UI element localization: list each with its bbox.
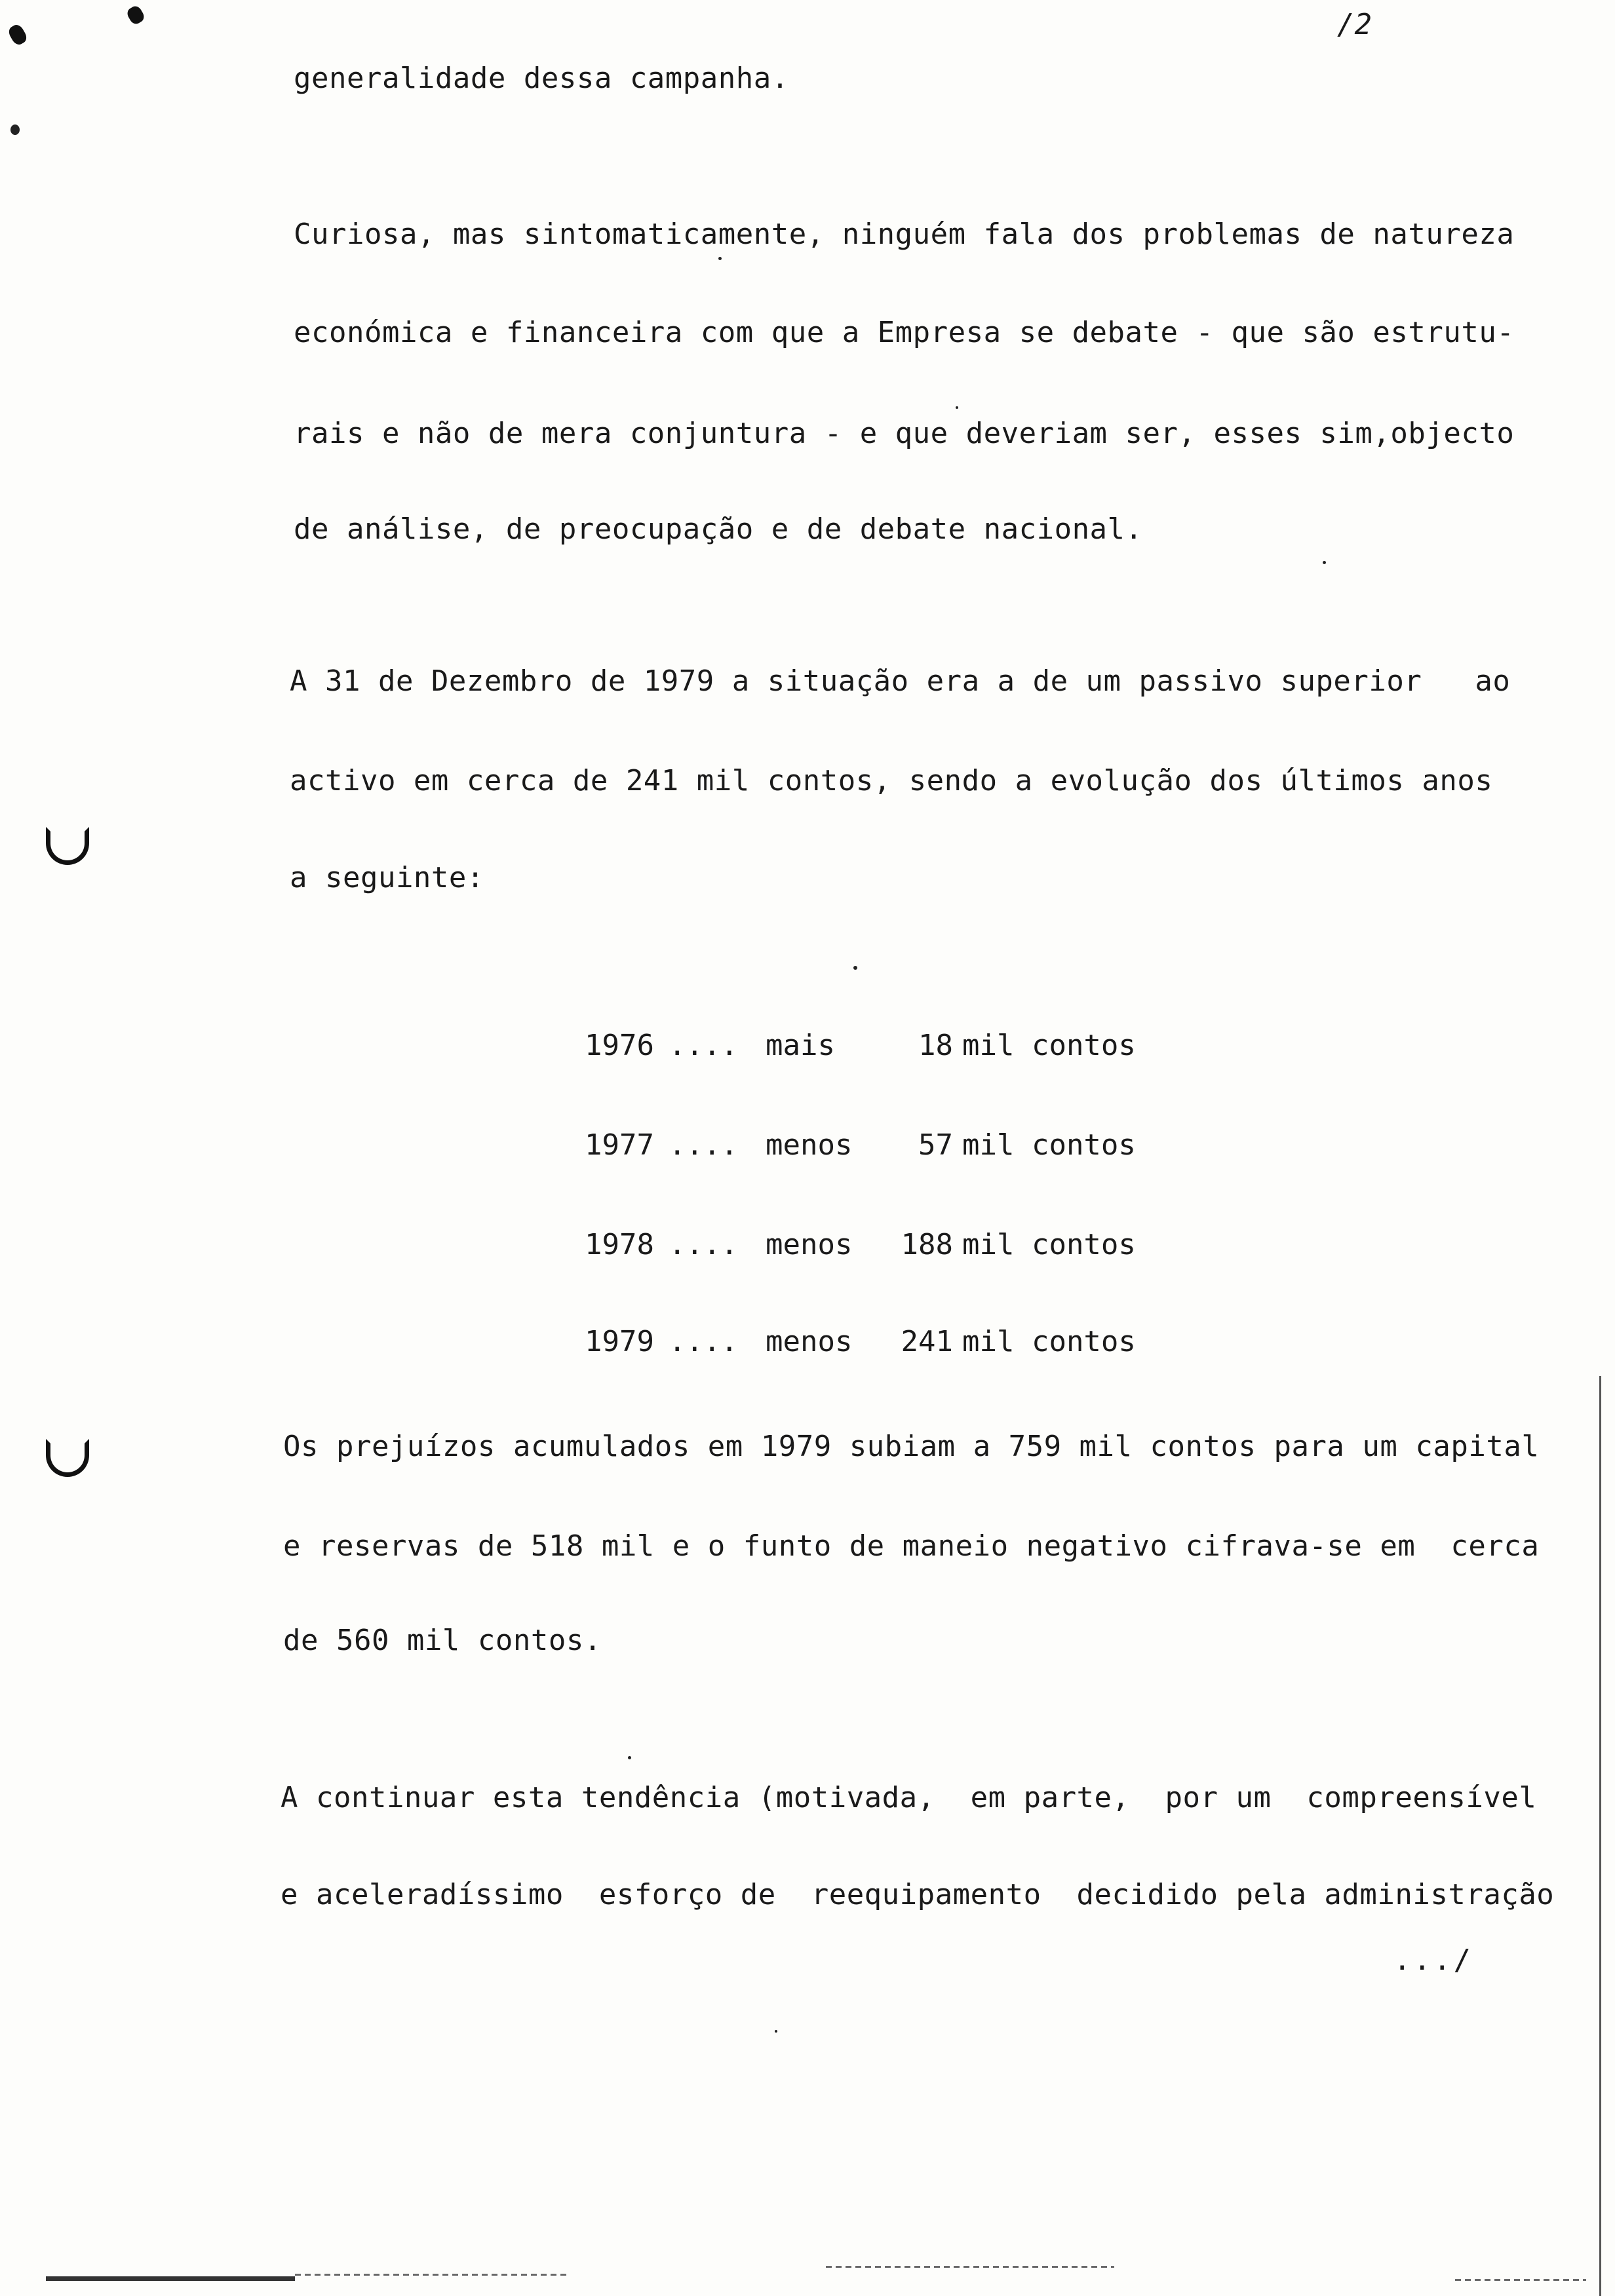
row-direction: menos xyxy=(766,1228,853,1261)
text-line-8: a seguinte: xyxy=(290,861,484,894)
text-line-2: Curiosa, mas sintomaticamente, ninguém fala dos problemas de natureza xyxy=(294,218,1515,251)
text-line-11: de 560 mil contos. xyxy=(283,1624,602,1657)
page-number: /2 xyxy=(1337,8,1372,41)
scan-speck xyxy=(718,257,722,260)
scan-artifact-topleft-2 xyxy=(125,4,146,26)
row-dots: .... xyxy=(669,1128,738,1162)
row-direction: mais xyxy=(766,1029,835,1062)
scan-edge-dash-center xyxy=(826,2266,1114,2268)
row-unit: mil contos xyxy=(962,1128,1136,1162)
continuation-mark: .../ xyxy=(1393,1943,1473,1977)
row-amount: 57 xyxy=(918,1128,953,1162)
row-unit: mil contos xyxy=(962,1325,1136,1358)
scan-edge-bottom-left xyxy=(46,2276,295,2281)
row-dots: .... xyxy=(669,1029,738,1062)
row-unit: mil contos xyxy=(962,1029,1136,1062)
scan-edge-right xyxy=(1599,1376,1601,2296)
scan-speck xyxy=(853,966,857,970)
scan-speck xyxy=(956,406,958,409)
row-direction: menos xyxy=(766,1128,853,1162)
scan-speck xyxy=(775,2030,777,2033)
scan-speck xyxy=(1323,561,1326,564)
text-line-1: generalidade dessa campanha. xyxy=(294,62,789,95)
text-line-9: Os prejuízos acumulados em 1979 subiam a 759 mil contos para um capital xyxy=(283,1430,1540,1463)
text-line-3: económica e financeira com que a Empresa se debate - que são estrutu- xyxy=(294,316,1515,349)
row-amount: 188 xyxy=(901,1228,953,1261)
text-line-6: A 31 de Dezembro de 1979 a situação era a de um passivo superior ao xyxy=(290,664,1511,698)
row-dots: .... xyxy=(669,1325,738,1358)
row-unit: mil contos xyxy=(962,1228,1136,1261)
row-dots: .... xyxy=(669,1228,738,1261)
margin-check-mark-1 xyxy=(46,827,89,865)
row-amount: 241 xyxy=(901,1325,953,1358)
scan-artifact-topleft-1 xyxy=(7,23,29,47)
margin-check-mark-2 xyxy=(46,1439,89,1477)
row-year: 1978 xyxy=(585,1228,654,1261)
row-year: 1976 xyxy=(585,1029,654,1062)
scan-edge-dash-right xyxy=(1455,2279,1586,2281)
scan-speck xyxy=(628,1756,631,1759)
scan-edge-dash-left xyxy=(295,2274,570,2276)
text-line-7: activo em cerca de 241 mil contos, sendo a evolução dos últimos anos xyxy=(290,764,1493,797)
row-amount: 18 xyxy=(918,1029,953,1062)
row-direction: menos xyxy=(766,1325,853,1358)
text-line-13: e aceleradíssimo esforço de reequipamento decidido pela administração xyxy=(281,1878,1555,1911)
scan-artifact-dot-left xyxy=(10,124,20,135)
row-year: 1979 xyxy=(585,1325,654,1358)
text-line-4: rais e não de mera conjuntura - e que deveriam ser, esses sim,objecto xyxy=(294,417,1515,450)
text-line-10: e reservas de 518 mil e o funto de maneio negativo cifrava-se em cerca xyxy=(283,1529,1540,1563)
text-line-12: A continuar esta tendência (motivada, em parte, por um compreensível xyxy=(281,1781,1537,1814)
text-line-5: de análise, de preocupação e de debate nacional. xyxy=(294,512,1143,546)
row-year: 1977 xyxy=(585,1128,654,1162)
